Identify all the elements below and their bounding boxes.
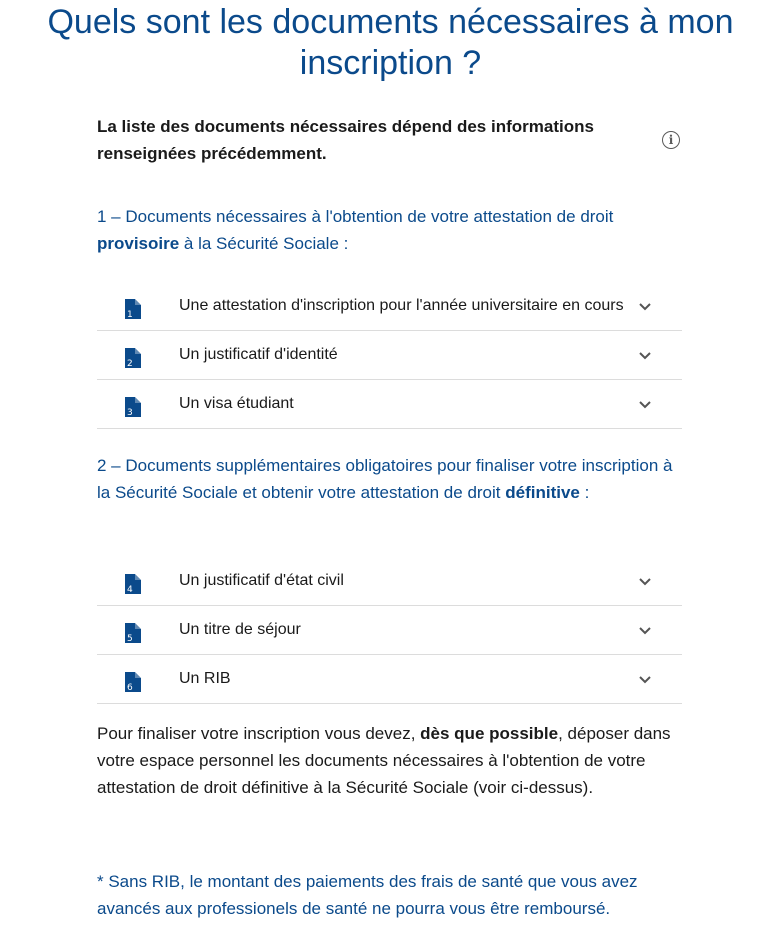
document-number: 3 bbox=[127, 408, 133, 418]
intro-block bbox=[97, 113, 682, 167]
document-item-1[interactable] bbox=[97, 281, 682, 331]
section2-heading bbox=[97, 452, 682, 506]
section2-heading-text: 2 – Documents supplémentaires obligatoires pour finaliser votre inscription à la Sécurité Sociale et obtenir votre attestation de droit bbox=[97, 456, 673, 502]
page-title: Quels sont les documents nécessaires à mon inscription ? bbox=[47, 3, 734, 82]
section1-heading-text: 1 – Documents nécessaires à l'obtention de votre attestation de droit bbox=[97, 207, 614, 226]
document-item-3[interactable] bbox=[97, 380, 682, 429]
document-number: 4 bbox=[127, 585, 133, 595]
document-label: Une attestation d'inscription pour l'année universitaire en cours bbox=[179, 296, 624, 314]
document-label: Un justificatif d'état civil bbox=[179, 572, 344, 589]
info-icon[interactable] bbox=[662, 131, 680, 149]
document-number: 2 bbox=[127, 359, 133, 369]
document-icon bbox=[125, 299, 141, 319]
document-icon bbox=[125, 672, 141, 692]
document-item-5[interactable] bbox=[97, 606, 682, 655]
document-icon bbox=[125, 348, 141, 368]
final-text-end: , déposer dans votre espace personnel les documents nécessaires à l'obtention de votre attestation de droit définitive à la Sécurité Sociale (voir ci-dessus). bbox=[97, 724, 671, 797]
document-number: 1 bbox=[127, 309, 133, 320]
chevron-down-icon[interactable] bbox=[638, 574, 652, 588]
intro-text: La liste des documents nécessaires dépend des informations renseignées précédemment. bbox=[97, 117, 594, 163]
document-number: 6 bbox=[127, 683, 133, 693]
document-icon bbox=[125, 623, 141, 643]
document-label: Un RIB bbox=[179, 670, 231, 687]
document-icon bbox=[125, 574, 141, 594]
document-number: 5 bbox=[127, 634, 133, 644]
section2-document-list bbox=[97, 557, 682, 704]
chevron-down-icon[interactable] bbox=[638, 397, 652, 411]
final-text-emphasis: dès que possible bbox=[420, 724, 559, 743]
document-item-6[interactable] bbox=[97, 655, 682, 704]
chevron-down-icon[interactable] bbox=[638, 299, 652, 313]
chevron-down-icon[interactable] bbox=[638, 623, 652, 637]
document-icon bbox=[125, 397, 141, 417]
chevron-down-icon[interactable] bbox=[638, 348, 652, 362]
section1-heading-emphasis: provisoire bbox=[97, 234, 180, 253]
document-label: Un visa étudiant bbox=[179, 395, 294, 412]
document-item-2[interactable] bbox=[97, 331, 682, 380]
document-label: Un justificatif d'identité bbox=[179, 346, 338, 363]
section1-heading-end: à la Sécurité Sociale : bbox=[179, 234, 349, 253]
section1-document-list bbox=[97, 281, 682, 429]
rib-note: * Sans RIB, le montant des paiements des frais de santé que vous avez avancés aux professionels de santé ne pourra vous être remboursé. bbox=[97, 872, 638, 918]
final-instructions bbox=[97, 720, 682, 801]
document-item-4[interactable] bbox=[97, 557, 682, 606]
document-label: Un titre de séjour bbox=[179, 621, 301, 638]
final-text-start: Pour finaliser votre inscription vous devez, bbox=[97, 724, 421, 743]
section1-heading bbox=[97, 203, 682, 257]
chevron-down-icon[interactable] bbox=[638, 672, 652, 686]
info-icon-glyph: i bbox=[668, 133, 674, 147]
section2-heading-end: : bbox=[579, 483, 590, 502]
section2-heading-emphasis: définitive bbox=[505, 483, 580, 502]
